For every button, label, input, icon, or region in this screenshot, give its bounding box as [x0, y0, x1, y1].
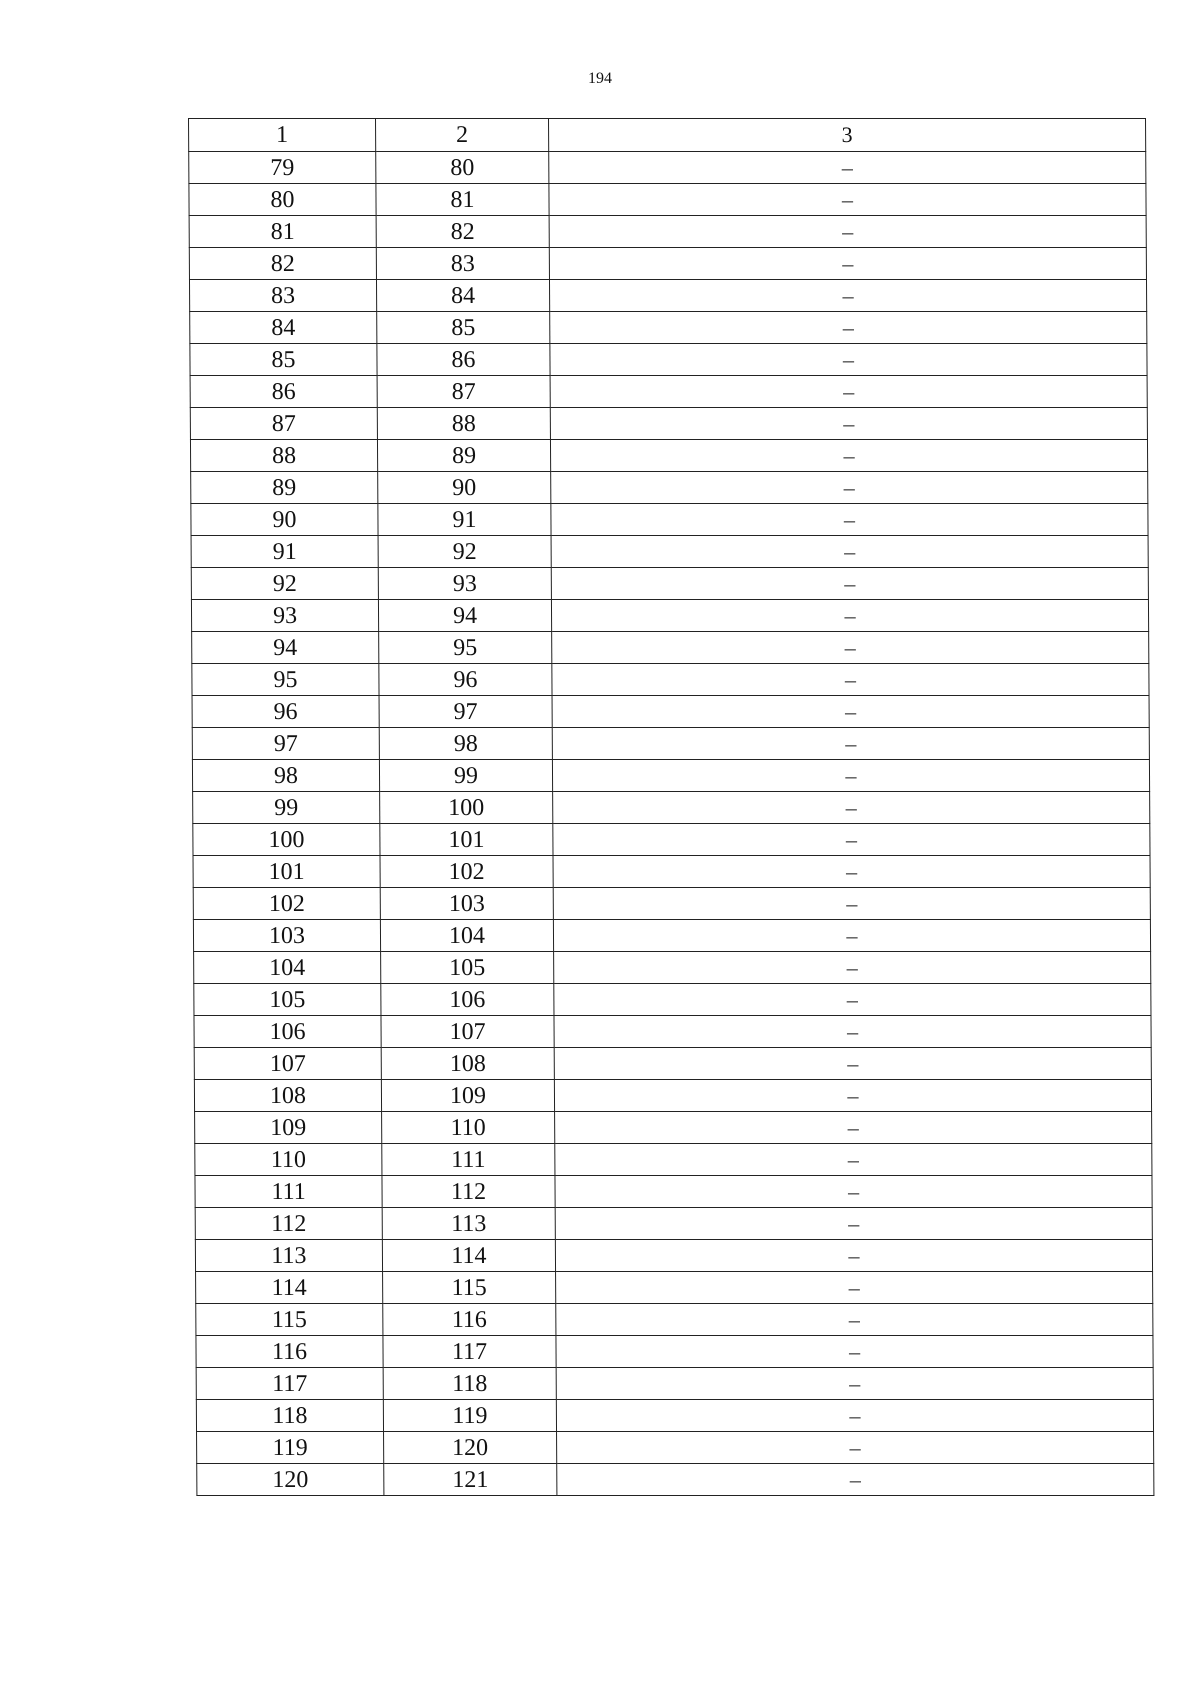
table-cell-col-2: 110	[382, 1112, 555, 1144]
table-cell-col-3: –	[552, 760, 1149, 792]
table-row	[195, 1208, 1152, 1240]
table-cell-col-2: 118	[383, 1368, 556, 1400]
table-cell-col-3: –	[555, 1144, 1152, 1176]
table-cell-col-1: 101	[193, 856, 380, 888]
table-row	[193, 888, 1150, 920]
table-cell-col-3: –	[553, 824, 1150, 856]
table-cell-col-3: –	[551, 568, 1148, 600]
table-row	[194, 1016, 1151, 1048]
table-cell-col-2: 83	[376, 248, 549, 280]
table-cell-col-2: 90	[378, 472, 551, 504]
page-number: 194	[588, 70, 612, 87]
table-row	[196, 1304, 1153, 1336]
table-cell-col-1: 98	[192, 760, 379, 792]
table-cell-col-1: 93	[191, 600, 378, 632]
table-cell-col-1: 112	[195, 1208, 382, 1240]
table-cell-col-3: –	[555, 1176, 1152, 1208]
table-cell-col-3: –	[549, 280, 1146, 312]
table-row	[191, 536, 1148, 568]
table-cell-col-3: –	[556, 1368, 1153, 1400]
table-cell-col-2: 105	[381, 952, 554, 984]
table-cell-col-3: –	[551, 504, 1148, 536]
table-cell-col-1: 95	[192, 664, 379, 696]
table-row	[191, 568, 1148, 600]
table-row	[195, 1144, 1152, 1176]
table-row	[194, 984, 1151, 1016]
table-cell-col-2: 97	[379, 696, 552, 728]
table-row	[195, 1112, 1152, 1144]
table-row	[194, 952, 1151, 984]
table-cell-col-1: 106	[194, 1016, 381, 1048]
table-cell-col-1: 115	[196, 1304, 383, 1336]
table-cell-col-2: 93	[378, 568, 551, 600]
table-cell-col-3: –	[549, 184, 1146, 216]
table-cell-col-1: 81	[189, 216, 376, 248]
table-cell-col-1: 92	[191, 568, 378, 600]
table-row	[197, 1464, 1154, 1496]
table-row	[197, 1432, 1154, 1464]
table-cell-col-3: –	[549, 216, 1146, 248]
table-cell-col-3: –	[553, 888, 1150, 920]
table-row	[196, 1400, 1153, 1432]
table-row	[192, 696, 1149, 728]
table-cell-col-1: 116	[196, 1336, 383, 1368]
column-header-2: 2	[376, 119, 549, 152]
table-row	[196, 1272, 1153, 1304]
table-cell-col-1: 111	[195, 1176, 382, 1208]
table-cell-col-3: –	[554, 1016, 1151, 1048]
table-cell-col-2: 101	[380, 824, 553, 856]
table-cell-col-2: 117	[383, 1336, 556, 1368]
table-row	[195, 1240, 1152, 1272]
table-cell-col-3: –	[557, 1432, 1154, 1464]
table-cell-col-1: 119	[197, 1432, 384, 1464]
table-cell-col-1: 87	[190, 408, 377, 440]
table-row	[191, 472, 1148, 504]
table-cell-col-1: 82	[189, 248, 376, 280]
table-cell-col-3: –	[552, 728, 1149, 760]
table-cell-col-2: 103	[380, 888, 553, 920]
table-cell-col-3: –	[551, 536, 1148, 568]
table-row	[191, 504, 1148, 536]
table-cell-col-3: –	[552, 664, 1149, 696]
table-cell-col-3: –	[550, 344, 1147, 376]
table-cell-col-2: 116	[383, 1304, 556, 1336]
table-cell-col-3: –	[554, 1080, 1151, 1112]
table-cell-col-1: 83	[189, 280, 376, 312]
table-cell-col-3: –	[553, 792, 1150, 824]
table-row	[192, 760, 1149, 792]
table-cell-col-1: 105	[194, 984, 381, 1016]
table-cell-col-1: 91	[191, 536, 378, 568]
table-cell-col-2: 84	[376, 280, 549, 312]
table-cell-col-3: –	[550, 312, 1147, 344]
table-cell-col-3: –	[555, 1208, 1152, 1240]
table-row	[194, 1048, 1151, 1080]
table-row	[196, 1336, 1153, 1368]
table-cell-col-2: 96	[379, 664, 552, 696]
table-cell-col-1: 103	[193, 920, 380, 952]
table-cell-col-3: –	[551, 472, 1148, 504]
table-cell-col-2: 115	[383, 1272, 556, 1304]
table-cell-col-1: 85	[190, 344, 377, 376]
table-cell-col-3: –	[550, 440, 1147, 472]
table-row	[189, 216, 1146, 248]
table-cell-col-2: 104	[380, 920, 553, 952]
table-cell-col-2: 85	[377, 312, 550, 344]
table-cell-col-2: 89	[377, 440, 550, 472]
table-row	[193, 824, 1150, 856]
table-cell-col-1: 102	[193, 888, 380, 920]
table-cell-col-1: 80	[189, 184, 376, 216]
table-cell-col-1: 84	[190, 312, 377, 344]
table-cell-col-3: –	[553, 920, 1150, 952]
table-row	[189, 184, 1146, 216]
table-cell-col-2: 81	[376, 184, 549, 216]
table-cell-col-1: 96	[192, 696, 379, 728]
table-cell-col-1: 114	[196, 1272, 383, 1304]
table-cell-col-1: 86	[190, 376, 377, 408]
data-table-container	[188, 118, 1153, 1496]
table-cell-col-1: 120	[197, 1464, 384, 1496]
table-cell-col-2: 108	[381, 1048, 554, 1080]
table-cell-col-3: –	[555, 1240, 1152, 1272]
table-cell-col-2: 91	[378, 504, 551, 536]
table-cell-col-1: 100	[193, 824, 380, 856]
table-cell-col-2: 113	[382, 1208, 555, 1240]
table-cell-col-3: –	[549, 248, 1146, 280]
table-cell-col-2: 106	[381, 984, 554, 1016]
table-cell-col-2: 82	[376, 216, 549, 248]
table-cell-col-3: –	[555, 1112, 1152, 1144]
table-cell-col-2: 112	[382, 1176, 555, 1208]
table-row	[190, 408, 1147, 440]
table-cell-col-2: 98	[379, 728, 552, 760]
table-cell-col-3: –	[556, 1400, 1153, 1432]
table-cell-col-1: 117	[196, 1368, 383, 1400]
table-cell-col-2: 99	[379, 760, 552, 792]
table-cell-col-2: 92	[378, 536, 551, 568]
table-cell-col-3: –	[552, 696, 1149, 728]
table-cell-col-2: 119	[383, 1400, 556, 1432]
data-table	[188, 118, 1154, 1496]
table-cell-col-3: –	[556, 1272, 1153, 1304]
table-row	[193, 856, 1150, 888]
table-body	[189, 119, 1154, 1496]
table-row	[190, 376, 1147, 408]
table-cell-col-2: 111	[382, 1144, 555, 1176]
table-cell-col-2: 121	[384, 1464, 557, 1496]
table-row	[193, 920, 1150, 952]
table-cell-col-3: –	[551, 600, 1148, 632]
table-cell-col-2: 95	[379, 632, 552, 664]
table-cell-col-3: –	[554, 952, 1151, 984]
table-cell-col-1: 104	[194, 952, 381, 984]
table-row	[190, 440, 1147, 472]
table-cell-col-1: 88	[190, 440, 377, 472]
table-row	[195, 1176, 1152, 1208]
table-cell-col-2: 120	[384, 1432, 557, 1464]
table-cell-col-3: –	[553, 856, 1150, 888]
column-header-3: 3	[549, 119, 1146, 152]
table-row	[189, 152, 1146, 184]
table-cell-col-3: –	[549, 152, 1146, 184]
table-cell-col-2: 88	[377, 408, 550, 440]
table-row	[191, 600, 1148, 632]
table-cell-col-3: –	[557, 1464, 1154, 1496]
table-cell-col-1: 79	[189, 152, 376, 184]
table-row	[190, 344, 1147, 376]
table-cell-col-2: 86	[377, 344, 550, 376]
table-row	[190, 312, 1147, 344]
table-cell-col-3: –	[556, 1304, 1153, 1336]
table-row	[189, 280, 1146, 312]
table-cell-col-1: 109	[195, 1112, 382, 1144]
table-cell-col-1: 118	[196, 1400, 383, 1432]
table-cell-col-2: 94	[378, 600, 551, 632]
table-cell-col-1: 90	[191, 504, 378, 536]
table-header-row	[189, 119, 1146, 152]
table-cell-col-1: 89	[191, 472, 378, 504]
table-row	[193, 792, 1150, 824]
table-cell-col-1: 94	[192, 632, 379, 664]
table-row	[192, 632, 1149, 664]
table-cell-col-3: –	[550, 408, 1147, 440]
table-cell-col-1: 108	[194, 1080, 381, 1112]
table-row	[196, 1368, 1153, 1400]
table-cell-col-2: 80	[376, 152, 549, 184]
table-cell-col-2: 100	[380, 792, 553, 824]
table-row	[194, 1080, 1151, 1112]
table-cell-col-3: –	[550, 376, 1147, 408]
table-cell-col-2: 87	[377, 376, 550, 408]
table-cell-col-3: –	[554, 1048, 1151, 1080]
table-cell-col-1: 99	[193, 792, 380, 824]
table-cell-col-2: 114	[382, 1240, 555, 1272]
table-cell-col-2: 107	[381, 1016, 554, 1048]
table-cell-col-3: –	[552, 632, 1149, 664]
table-cell-col-1: 107	[194, 1048, 381, 1080]
column-header-1: 1	[189, 119, 376, 152]
table-row	[192, 664, 1149, 696]
table-cell-col-2: 102	[380, 856, 553, 888]
table-cell-col-1: 113	[195, 1240, 382, 1272]
table-cell-col-1: 110	[195, 1144, 382, 1176]
table-cell-col-3: –	[556, 1336, 1153, 1368]
table-cell-col-1: 97	[192, 728, 379, 760]
table-cell-col-3: –	[554, 984, 1151, 1016]
table-row	[189, 248, 1146, 280]
table-cell-col-2: 109	[381, 1080, 554, 1112]
table-row	[192, 728, 1149, 760]
